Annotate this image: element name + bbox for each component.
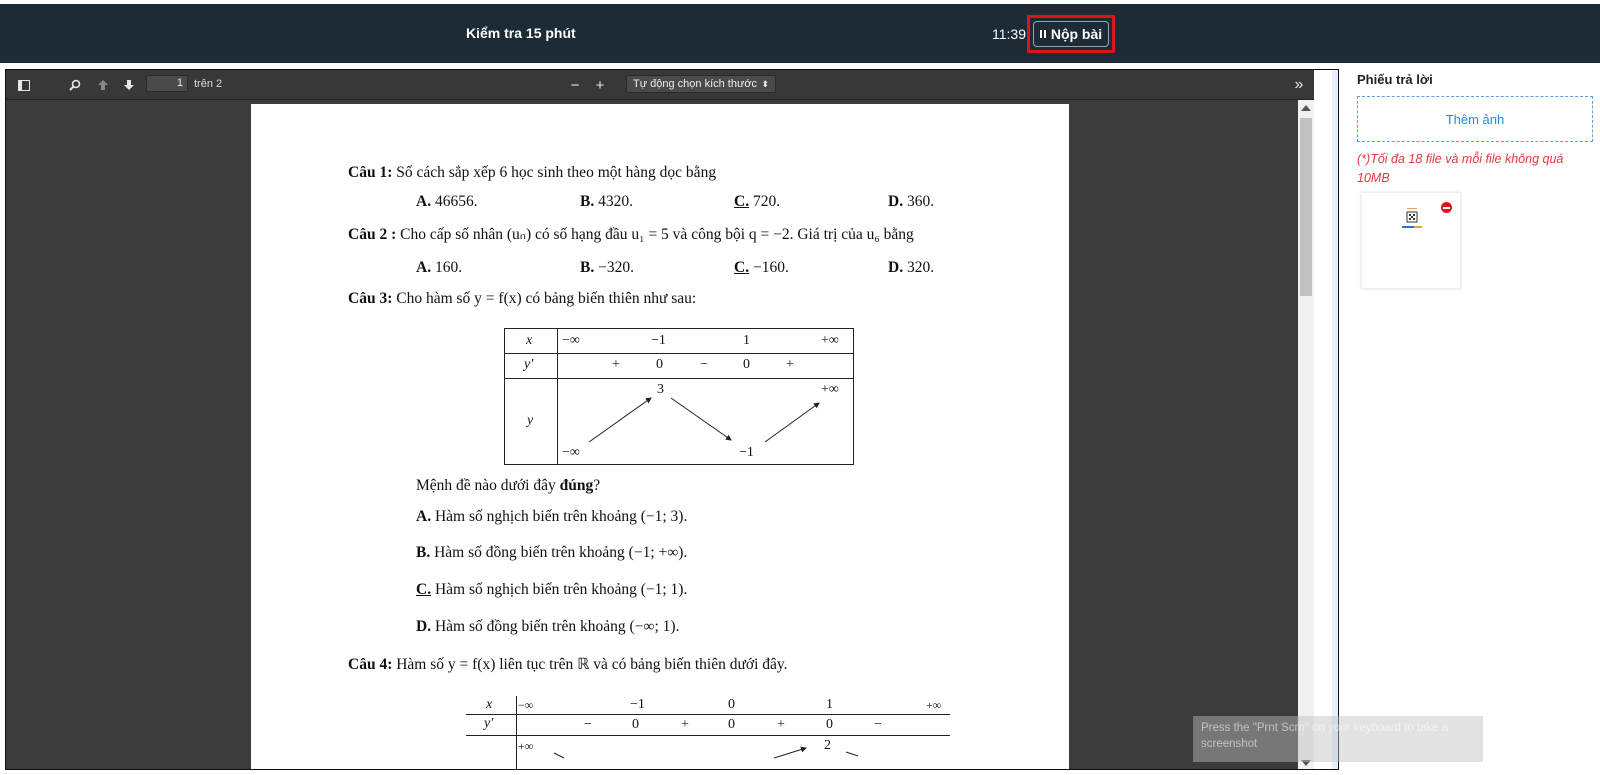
table-cell: − — [584, 717, 592, 732]
option-key: D. — [888, 259, 904, 276]
table-arrows — [466, 696, 950, 770]
option-b — [580, 193, 633, 211]
option-d — [888, 193, 934, 211]
question-1 — [348, 164, 716, 182]
option-key: C. — [734, 193, 750, 210]
submit-label: Nộp bài — [1050, 26, 1103, 42]
screenshot-hint-toast: Press the "Prnt Scrn" on your keyboard to take a screenshot — [1193, 716, 1483, 762]
option-c — [734, 193, 780, 211]
option-value: 720. — [752, 193, 781, 210]
viewer-edge — [1332, 70, 1338, 770]
option-c — [416, 581, 687, 599]
option-value: Hàm số nghịch biến trên khoảng (−1; 1). — [434, 581, 688, 598]
table-cell: −∞ — [518, 698, 534, 712]
table-cell: 0 — [826, 717, 833, 732]
question-2 — [348, 225, 914, 244]
table-cell: x — [486, 697, 493, 712]
zoom-select[interactable] — [626, 75, 776, 93]
option-key: C. — [416, 581, 432, 598]
option-a — [416, 508, 687, 526]
viewer-toolbar — [6, 70, 1338, 100]
option-value: Hàm số đồng biến trên khoảng (−∞; 1). — [434, 618, 680, 635]
option-key: D. — [888, 193, 904, 210]
question-text: Cho hàm số y = f(x) có bảng biến thiên như sau: — [396, 290, 697, 307]
table-cell: +∞ — [821, 333, 839, 348]
question-text: Hàm số y = f(x) liên tục trên ℝ và có bảng biến thiên dưới đây. — [396, 656, 788, 673]
table-cell: +∞ — [821, 382, 839, 397]
variation-table-1 — [504, 328, 854, 465]
upload-limit-note: (*)Tối đa 18 file và mỗi file không quá 10MB — [1357, 152, 1564, 185]
zoom-select-value: Tự động chọn kích thước — [633, 78, 758, 90]
table-cell: −∞ — [562, 333, 580, 348]
table-cell: 1 — [743, 333, 750, 348]
option-d — [416, 618, 679, 636]
question-label: Câu 1: — [348, 164, 393, 181]
option-key: B. — [580, 259, 595, 276]
exam-title: Kiểm tra 15 phút — [466, 25, 576, 41]
submit-button[interactable] — [1033, 21, 1109, 47]
option-d — [888, 259, 934, 277]
remove-image-icon[interactable] — [1441, 202, 1452, 213]
scrollbar-thumb[interactable] — [1300, 118, 1312, 296]
table-cell: −1 — [739, 445, 754, 460]
next-page-icon[interactable] — [119, 70, 139, 100]
prompt-emphasis: đúng — [559, 477, 594, 494]
option-key: A. — [416, 259, 432, 276]
select-arrows-icon: ⬍ — [761, 79, 769, 89]
question-label: Câu 4: — [348, 656, 393, 673]
table-cell: −1 — [630, 697, 645, 712]
uploaded-image-thumbnail[interactable] — [1361, 192, 1461, 289]
sidebar-toggle-icon[interactable] — [14, 70, 34, 100]
option-key: A. — [416, 193, 432, 210]
tools-menu-icon[interactable]: » — [1294, 76, 1304, 93]
search-icon[interactable] — [65, 70, 85, 100]
page-number-input[interactable]: 1 — [146, 75, 188, 92]
option-value: Hàm số nghịch biến trên khoảng (−1; 3). — [434, 508, 688, 525]
option-value: Hàm số đồng biến trên khoảng (−1; +∞). — [434, 544, 688, 561]
option-c — [734, 259, 789, 277]
zoom-out-button[interactable]: − — [570, 76, 580, 94]
question-3-prompt — [416, 477, 600, 495]
table-cell: 1 — [826, 697, 833, 712]
page-total: trên 2 — [194, 78, 223, 90]
scroll-up-icon[interactable] — [1301, 105, 1311, 111]
option-b — [580, 259, 634, 277]
question-label: Câu 2 : — [348, 226, 397, 243]
option-value: 4320. — [598, 193, 633, 210]
option-value: 320. — [906, 259, 935, 276]
option-value: 46656. — [434, 193, 478, 210]
option-key: A. — [416, 508, 432, 525]
table-arrows — [505, 329, 855, 466]
option-key: D. — [416, 618, 432, 635]
question-text: Số cách sắp xếp 6 học sinh theo một hàng dọc bằng — [396, 164, 717, 181]
table-cell: +∞ — [518, 739, 534, 753]
table-cell: + — [681, 717, 689, 732]
table-cell: y — [527, 413, 534, 428]
top-bar — [0, 4, 1600, 63]
table-cell: 0 — [656, 357, 663, 372]
option-key: C. — [734, 259, 750, 276]
question-text: Cho cấp số nhân (uₙ) có số hạng đầu u₁ = 5 và công bội q = −2. Giá trị của u₆ bằng — [400, 226, 914, 243]
table-cell: y′ — [524, 357, 534, 372]
option-key: B. — [416, 544, 431, 561]
question-label: Câu 3: — [348, 290, 393, 307]
add-photo-button[interactable]: Thêm ảnh — [1357, 96, 1593, 142]
table-cell: 0 — [728, 697, 735, 712]
answer-panel — [1349, 68, 1600, 770]
table-cell: +∞ — [926, 698, 942, 712]
zoom-in-button[interactable]: + — [595, 76, 605, 94]
table-cell: x — [526, 333, 533, 348]
vertical-scrollbar[interactable] — [1298, 100, 1314, 770]
table-cell: 0 — [728, 717, 735, 732]
variation-table-2 — [466, 696, 950, 770]
table-cell: −1 — [651, 333, 666, 348]
option-value: 360. — [906, 193, 935, 210]
prompt-text: Mệnh đề nào dưới đây — [416, 477, 556, 494]
previous-page-icon[interactable] — [93, 70, 113, 100]
question-4 — [348, 655, 788, 674]
option-value: −160. — [752, 259, 789, 276]
table-cell: 2 — [824, 738, 831, 753]
table-cell: y′ — [484, 716, 494, 731]
table-cell: + — [786, 357, 794, 372]
pause-icon — [1040, 30, 1046, 38]
table-cell: 0 — [743, 357, 750, 372]
table-cell: + — [612, 357, 620, 372]
table-cell: − — [874, 717, 882, 732]
table-cell: −∞ — [562, 445, 580, 460]
pdf-viewer — [5, 69, 1339, 770]
table-cell: 3 — [657, 382, 664, 397]
table-cell: + — [777, 717, 785, 732]
option-a — [416, 193, 478, 211]
document-preview-icon — [1400, 205, 1424, 233]
table-cell: − — [700, 357, 708, 372]
document-page — [251, 104, 1069, 770]
answer-panel-title: Phiếu trả lời — [1357, 72, 1433, 87]
submit-highlight — [1027, 15, 1115, 53]
table-cell: 0 — [632, 717, 639, 732]
prompt-text: ? — [593, 477, 601, 494]
option-key: B. — [580, 193, 595, 210]
option-b — [416, 544, 687, 562]
countdown-timer: 11:39 — [992, 26, 1026, 42]
option-a — [416, 259, 462, 277]
option-value: −320. — [598, 259, 634, 276]
option-value: 160. — [434, 259, 463, 276]
question-3 — [348, 290, 696, 308]
